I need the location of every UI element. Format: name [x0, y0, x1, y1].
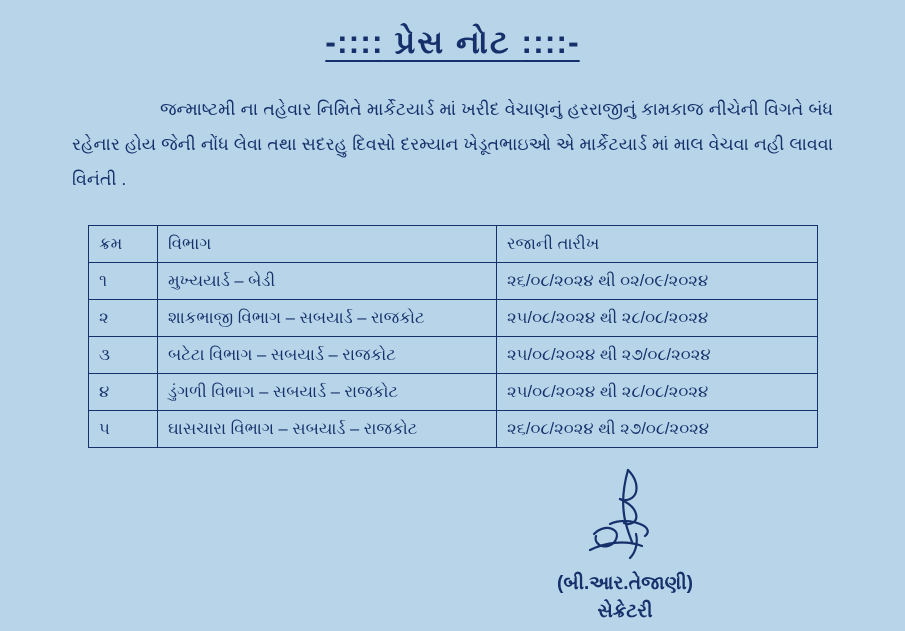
cell-department: ઘાસચારા વિભાગ – સબયાર્ડ – રાજકોટ: [158, 411, 497, 448]
column-header-sr: ક્રમ: [89, 226, 158, 263]
cell-department: ડુંગળી વિભાગ – સબયાર્ડ – રાજકોટ: [158, 374, 497, 411]
table-row: [89, 263, 818, 300]
table-header: [89, 226, 818, 263]
cell-sr: ૧: [89, 263, 158, 300]
signatory-role: સેક્રેટરી: [597, 601, 653, 622]
signature-block: [495, 462, 755, 623]
column-header-department: વિભાગ: [158, 226, 497, 263]
table-row: [89, 300, 818, 337]
title-text: પ્રેસ નોટ: [394, 24, 511, 60]
table-row: [89, 411, 818, 448]
paragraph-text: જન્માષ્ટમી ના તહેવાર નિમિતે માર્કેટયાર્ડ માં ખરીદ વેચાણનું હરરાજીનું કામકાજ નીચેની વિગતે બંધ રહેનાર હોય જેની નોંધ લેવા તથા સદરહુ દિવસો દરમ્યાન ખેડૂતભાઇઓ એ માર્કેટયાર્ડ માં માલ વેચવા નહી લાવવા વિનંતી .: [72, 99, 833, 189]
cell-date: ૨૫/૦૮/૨૦૨૪ થી ૨૭/૦૮/૨૦૨૪: [497, 337, 818, 374]
title-right-decoration: ::::-: [521, 24, 580, 60]
cell-date: ૨૬/૦૮/૨૦૨૪ થી ૨૭/૦૮/૨૦૨૪: [497, 411, 818, 448]
cell-department: મુખ્યયાર્ડ – બેડી: [158, 263, 497, 300]
cell-sr: ૪: [89, 374, 158, 411]
signature-icon: [550, 462, 700, 577]
cell-sr: ૨: [89, 300, 158, 337]
signatory-name: (બી.આર.તેજાણી): [557, 573, 693, 594]
title-left-decoration: -::::: [325, 24, 384, 60]
column-header-date: રજાની તારીખ: [497, 226, 818, 263]
cell-date: ૨૫/૦૮/૨૦૨૪ થી ૨૮/૦૮/૨૦૨૪: [497, 374, 818, 411]
cell-date: ૨૫/૦૮/૨૦૨૪ થી ૨૮/૦૮/૨૦૨૪: [497, 300, 818, 337]
cell-sr: ૫: [89, 411, 158, 448]
table-row: [89, 374, 818, 411]
table-row: [89, 337, 818, 374]
page-title: [0, 0, 905, 62]
table-header-row: [89, 226, 818, 263]
notice-paragraph: [72, 92, 833, 197]
cell-sr: ૩: [89, 337, 158, 374]
cell-department: બટેટા વિભાગ – સબયાર્ડ – રાજકોટ: [158, 337, 497, 374]
cell-department: શાકભાજી વિભાગ – સબયાર્ડ – રાજકોટ: [158, 300, 497, 337]
table-body: [89, 263, 818, 448]
holiday-table: [88, 225, 818, 448]
cell-date: ૨૬/૦૮/૨૦૨૪ થી ૦૨/૦૯/૨૦૨૪: [497, 263, 818, 300]
